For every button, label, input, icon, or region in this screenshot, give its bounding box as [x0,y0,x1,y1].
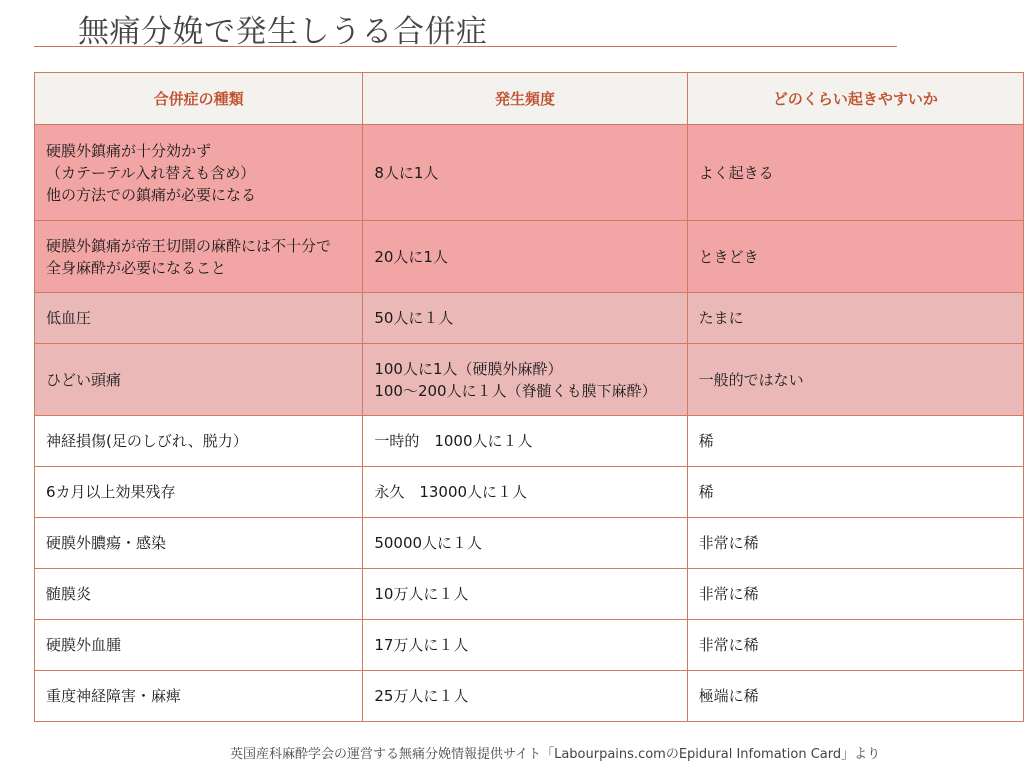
table-body [35,125,1024,722]
header-type: 合併症の種類 [35,73,363,125]
cell-frequency [363,125,687,221]
cell-frequency [363,620,687,671]
cell-type [35,620,363,671]
table-row [35,620,1024,671]
cell-type [35,344,363,416]
cell-frequency [363,671,687,722]
cell-type [35,125,363,221]
cell-type-line: 6カ月以上効果残存 [46,483,176,501]
cell-likelihood: 非常に稀 [687,620,1023,671]
cell-type [35,416,363,467]
cell-likelihood: 非常に稀 [687,569,1023,620]
table-row [35,416,1024,467]
cell-likelihood: 非常に稀 [687,518,1023,569]
cell-frequency-line: 一時的 1000人に１人 [374,432,533,450]
cell-likelihood: 稀 [687,416,1023,467]
cell-frequency-line: 50人に１人 [374,309,454,327]
cell-likelihood: たまに [687,293,1023,344]
cell-frequency-line: 永久 13000人に１人 [374,483,528,501]
header-likelihood: どのくらい起きやすいか [687,73,1023,125]
cell-frequency-line: 20人に1人 [374,247,448,266]
cell-frequency-line: 25万人に１人 [374,687,469,705]
cell-type [35,518,363,569]
complications-table [34,72,1024,722]
table-row [35,569,1024,620]
table-row [35,221,1024,293]
cell-likelihood: 一般的ではない [687,344,1023,416]
cell-frequency [363,416,687,467]
cell-frequency-line: 8人に1人 [374,163,439,182]
table-row [35,467,1024,518]
table-header-row [35,73,1024,125]
cell-type-line: 硬膜外鎮痛が帝王切開の麻酔には不十分で [46,236,332,255]
cell-likelihood: 稀 [687,467,1023,518]
slide-title: 無痛分娩で発生しうる合併症 [78,14,488,50]
header-frequency: 発生頻度 [363,73,687,125]
table-row [35,344,1024,416]
cell-type-line: （カテーテル入れ替えも含め） [46,163,256,182]
title-divider [34,46,897,47]
cell-type [35,221,363,293]
cell-type [35,569,363,620]
cell-frequency [363,569,687,620]
cell-frequency-line: 100〜200人に１人（脊髄くも膜下麻酔） [374,381,657,400]
cell-likelihood: 極端に稀 [687,671,1023,722]
cell-frequency [363,221,687,293]
cell-frequency-line: 10万人に１人 [374,585,469,603]
table-row [35,518,1024,569]
cell-frequency [363,467,687,518]
cell-frequency [363,344,687,416]
cell-frequency [363,518,687,569]
cell-frequency [363,293,687,344]
cell-likelihood: ときどき [687,221,1023,293]
cell-type-line: 髄膜炎 [46,585,92,603]
cell-type-line: 低血圧 [46,309,92,327]
cell-type-line: 全身麻酔が必要になること [46,258,227,277]
cell-type-line: 硬膜外鎮痛が十分効かず [46,141,212,160]
table-row [35,293,1024,344]
cell-type-line: ひどい頭痛 [46,370,122,389]
cell-frequency-line: 17万人に１人 [374,636,469,654]
cell-likelihood: よく起きる [687,125,1023,221]
source-footnote: 英国産科麻酔学会の運営する無痛分娩情報提供サイト「Labourpains.comのEpidural Infomation Card」より [230,747,881,762]
cell-type [35,671,363,722]
cell-type-line: 他の方法での鎮痛が必要になる [46,185,257,204]
cell-type-line: 神経損傷(足のしびれ、脱力） [46,432,248,450]
cell-type [35,467,363,518]
cell-type-line: 硬膜外血腫 [46,636,122,654]
table-row [35,125,1024,221]
cell-frequency-line: 50000人に１人 [374,534,483,552]
cell-type-line: 重度神経障害・麻痺 [46,687,182,705]
cell-frequency-line: 100人に1人（硬膜外麻酔） [374,359,563,378]
table-row [35,671,1024,722]
cell-type [35,293,363,344]
cell-type-line: 硬膜外膿瘍・感染 [46,534,167,552]
